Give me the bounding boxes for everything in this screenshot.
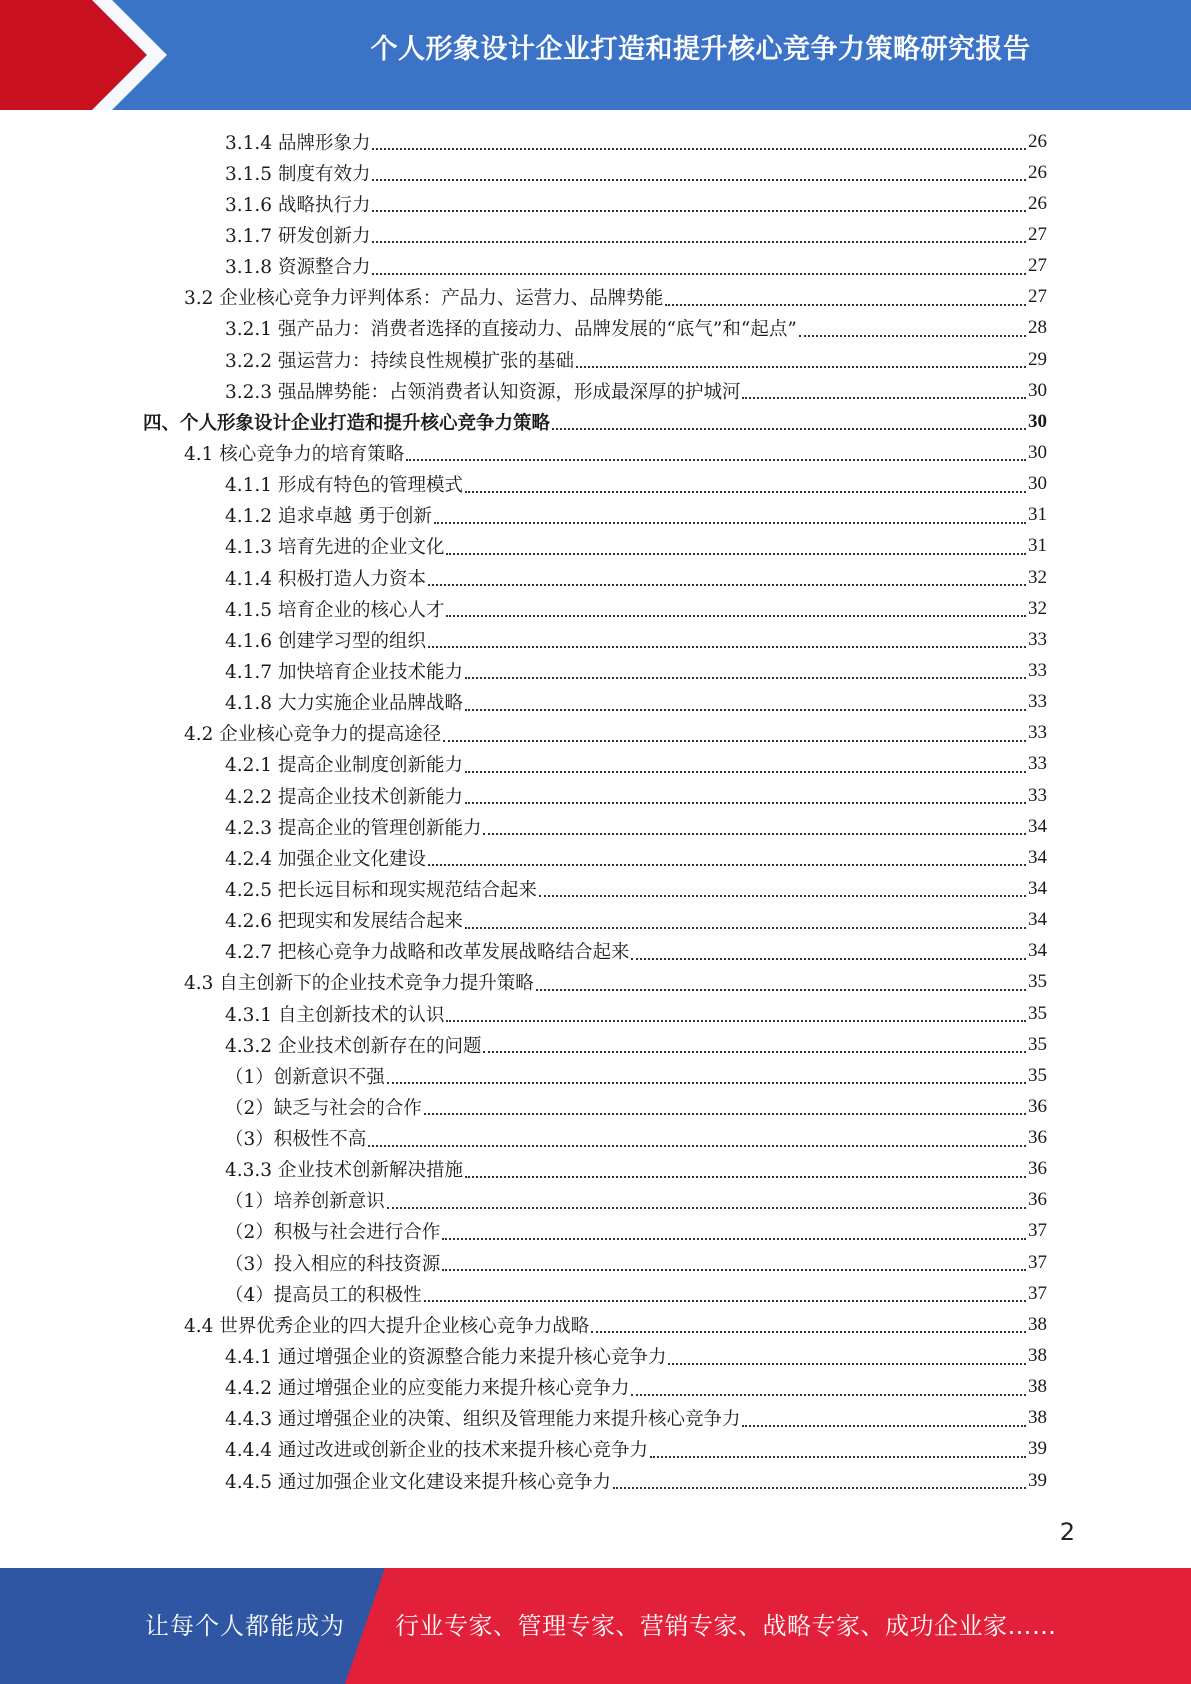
toc-entry[interactable]: [0, 1434, 1191, 1465]
toc-entry[interactable]: [0, 282, 1191, 313]
toc-dot-leader: [742, 1424, 1026, 1427]
toc-entry-page: 36: [1028, 1189, 1047, 1211]
toc-entry-label: （2）缺乏与社会的合作: [225, 1097, 422, 1119]
toc-entry-label: 3.1.6 战略执行力: [225, 194, 371, 216]
toc-entry[interactable]: [0, 531, 1191, 562]
toc-entry[interactable]: [0, 1278, 1191, 1309]
toc-entry-page: 33: [1028, 722, 1047, 744]
toc-entry-page: 33: [1028, 691, 1047, 713]
toc-entry[interactable]: [0, 188, 1191, 219]
toc-entry[interactable]: [0, 842, 1191, 873]
toc-dot-leader: [434, 521, 1026, 524]
toc-entry-page: 30: [1028, 441, 1047, 463]
toc-entry[interactable]: [0, 1060, 1191, 1091]
toc-entry[interactable]: [0, 251, 1191, 282]
toc-entry-page: 35: [1028, 1064, 1047, 1086]
toc-entry-page: 38: [1028, 1376, 1047, 1398]
toc-entry-label: 4.1.4 积极打造人力资本: [225, 568, 426, 590]
toc-entry-label: 4.1.7 加快培育企业技术能力: [225, 661, 463, 683]
toc-entry-label: 4.2.2 提高企业技术创新能力: [225, 786, 463, 808]
toc-dot-leader: [465, 676, 1026, 679]
toc-dot-leader: [442, 1237, 1026, 1240]
toc-entry[interactable]: [0, 967, 1191, 998]
toc-entry-label: 4.2.4 加强企业文化建设: [225, 848, 426, 870]
toc-entry-page: 30: [1028, 473, 1047, 495]
toc-entry[interactable]: [0, 126, 1191, 157]
toc-dot-leader: [539, 894, 1026, 897]
toc-entry-label: 4.4.4 通过改进或创新企业的技术来提升核心竞争力: [225, 1440, 648, 1462]
toc-entry-label: （1）培养创新意识: [225, 1191, 385, 1213]
toc-entry-page: 39: [1028, 1469, 1047, 1491]
report-title: 个人形象设计企业打造和提升核心竞争力策略研究报告: [370, 34, 1031, 65]
toc-entry-label: 3.1.4 品牌形象力: [225, 132, 371, 154]
toc-entry[interactable]: [0, 1403, 1191, 1434]
toc-entry-label: 4.1.6 创建学习型的组织: [225, 630, 426, 652]
toc-entry[interactable]: [0, 780, 1191, 811]
toc-entry[interactable]: [0, 593, 1191, 624]
toc-dot-leader: [668, 1362, 1026, 1365]
toc-dot-leader: [665, 303, 1026, 306]
footer-banner: [0, 1568, 1191, 1684]
toc-entry-page: 34: [1028, 877, 1047, 899]
toc-dot-leader: [465, 708, 1026, 711]
toc-entry-page: 35: [1028, 1033, 1047, 1055]
toc-entry[interactable]: [0, 375, 1191, 406]
toc-entry-label: 4.4.5 通过加强企业文化建设来提升核心竞争力: [225, 1471, 611, 1493]
toc-entry-label: 4.1.5 培育企业的核心人才: [225, 599, 445, 621]
toc-dot-leader: [428, 583, 1026, 586]
toc-entry-page: 38: [1028, 1313, 1047, 1335]
toc-dot-leader: [465, 490, 1026, 493]
toc-dot-leader: [428, 645, 1026, 648]
toc-dot-leader: [372, 147, 1026, 150]
header-banner: [0, 0, 1191, 110]
toc-dot-leader: [446, 614, 1026, 617]
toc-dot-leader: [483, 832, 1026, 835]
toc-dot-leader: [372, 178, 1026, 181]
toc-entry[interactable]: [0, 1340, 1191, 1371]
toc-dot-leader: [465, 770, 1026, 773]
toc-entry-page: 36: [1028, 1095, 1047, 1117]
toc-dot-leader: [387, 1206, 1026, 1209]
toc-entry-label: （1）创新意识不强: [225, 1066, 385, 1088]
toc-dot-leader: [406, 458, 1026, 461]
toc-entry-label: （2）积极与社会进行合作: [225, 1222, 441, 1244]
toc-entry-label: 4.1.1 形成有特色的管理模式: [225, 475, 463, 497]
toc-dot-leader: [650, 1455, 1026, 1458]
toc-entry-page: 27: [1028, 255, 1047, 277]
toc-entry-label: 3.1.8 资源整合力: [225, 257, 371, 279]
toc-entry-label: 4.2.6 把现实和发展结合起来: [225, 911, 463, 933]
toc-entry-label: 4.2.7 把核心竞争力战略和改革发展战略结合起来: [225, 942, 630, 964]
toc-entry-label: 4.1.3 培育先进的企业文化: [225, 537, 445, 559]
toc-entry-page: 26: [1028, 192, 1047, 214]
toc-entry-page: 36: [1028, 1158, 1047, 1180]
toc-entry-label: 4.2.3 提高企业的管理创新能力: [225, 817, 482, 839]
toc-entry-page: 31: [1028, 535, 1047, 557]
toc-entry-label: 4.2 企业核心竞争力的提高途径: [184, 724, 442, 746]
toc-entry-page: 28: [1028, 317, 1047, 339]
toc-entry-label: 4.4.2 通过增强企业的应变能力来提升核心竞争力: [225, 1378, 630, 1400]
toc-entry-label: 4.1 核心竞争力的培育策略: [184, 443, 405, 465]
toc-dot-leader: [372, 209, 1026, 212]
toc-entry[interactable]: [0, 1247, 1191, 1278]
toc-dot-leader: [591, 1330, 1026, 1333]
toc-dot-leader: [446, 552, 1026, 555]
toc-entry-page: 26: [1028, 161, 1047, 183]
toc-entry[interactable]: [0, 998, 1191, 1029]
toc-entry-label: 四、个人形象设计企业打造和提升核心竞争力策略: [143, 412, 551, 434]
toc-entry-page: 30: [1028, 379, 1047, 401]
toc-entry-page: 39: [1028, 1438, 1047, 1460]
toc-dot-leader: [742, 396, 1026, 399]
toc-dot-leader: [424, 1299, 1026, 1302]
toc-entry-page: 38: [1028, 1407, 1047, 1429]
toc-dot-leader: [428, 863, 1026, 866]
footer-slogan-right: 行业专家、管理专家、营销专家、战略专家、成功企业家……: [395, 1612, 1057, 1640]
toc-entry-label: （3）积极性不高: [225, 1129, 367, 1151]
toc-entry[interactable]: [0, 313, 1191, 344]
toc-entry[interactable]: [0, 936, 1191, 967]
toc-dot-leader: [465, 926, 1026, 929]
toc-entry-page: 27: [1028, 223, 1047, 245]
toc-entry-label: 4.3.3 企业技术创新解决措施: [225, 1160, 463, 1182]
toc-entry[interactable]: [0, 219, 1191, 250]
toc-entry-label: 4.3.2 企业技术创新存在的问题: [225, 1035, 482, 1057]
toc-entry-label: 4.4 世界优秀企业的四大提升企业核心竞争力战略: [184, 1315, 590, 1337]
toc-entry[interactable]: [0, 655, 1191, 686]
toc-dot-leader: [799, 334, 1026, 337]
toc-entry-label: 3.2 企业核心竞争力评判体系：产品力、运营力、品牌势能: [184, 288, 664, 310]
toc-entry-page: 33: [1028, 628, 1047, 650]
toc-entry[interactable]: [0, 157, 1191, 188]
toc-dot-leader: [442, 1268, 1026, 1271]
toc-entry-label: 3.1.7 研发创新力: [225, 225, 371, 247]
toc-entry-page: 32: [1028, 597, 1047, 619]
toc-entry-label: （3）投入相应的科技资源: [225, 1253, 441, 1275]
toc-dot-leader: [465, 801, 1026, 804]
toc-entry-page: 34: [1028, 909, 1047, 931]
toc-entry-page: 35: [1028, 1002, 1047, 1024]
toc-entry[interactable]: [0, 905, 1191, 936]
toc-entry[interactable]: [0, 1029, 1191, 1060]
toc-dot-leader: [372, 272, 1026, 275]
toc-dot-leader: [387, 1081, 1026, 1084]
toc-dot-leader: [613, 1486, 1026, 1489]
toc-entry-label: 3.2.1 强产品力：消费者选择的直接动力、品牌发展的“底气”和“起点”: [225, 319, 797, 341]
toc-entry[interactable]: [0, 624, 1191, 655]
toc-entry-page: 26: [1028, 130, 1047, 152]
toc-entry-page: 38: [1028, 1345, 1047, 1367]
page-number: 2: [1059, 1518, 1075, 1546]
toc-dot-leader: [552, 427, 1026, 430]
toc-entry-page: 27: [1028, 286, 1047, 308]
toc-entry[interactable]: [0, 469, 1191, 500]
toc-entry-label: 4.1.8 大力实施企业品牌战略: [225, 693, 463, 715]
toc-entry[interactable]: [0, 344, 1191, 375]
toc-entry[interactable]: [0, 500, 1191, 531]
toc-entry-label: 3.2.2 强运营力：持续良性规模扩张的基础: [225, 350, 574, 372]
toc-entry[interactable]: [0, 1465, 1191, 1496]
toc-dot-leader: [368, 1144, 1026, 1147]
toc-entry-label: 3.2.3 强品牌势能：占领消费者认知资源，形成最深厚的护城河: [225, 381, 741, 403]
toc-entry[interactable]: [0, 1216, 1191, 1247]
toc-entry-label: （4）提高员工的积极性: [225, 1284, 422, 1306]
toc-entry-page: 31: [1028, 504, 1047, 526]
toc-entry[interactable]: [0, 1185, 1191, 1216]
toc-entry[interactable]: [0, 1372, 1191, 1403]
toc-entry[interactable]: [0, 1154, 1191, 1185]
toc-entry-page: 33: [1028, 753, 1047, 775]
toc-entry-label: 3.1.5 制度有效力: [225, 163, 371, 185]
toc-dot-leader: [483, 1050, 1026, 1053]
toc-entry-page: 29: [1028, 348, 1047, 370]
toc-dot-leader: [631, 957, 1026, 960]
toc-entry-page: 30: [1028, 410, 1047, 432]
toc-entry-label: 4.3 自主创新下的企业技术竞争力提升策略: [184, 973, 534, 995]
toc-entry[interactable]: [0, 718, 1191, 749]
toc-entry-page: 37: [1028, 1220, 1047, 1242]
toc-dot-leader: [372, 240, 1026, 243]
toc-dot-leader: [465, 1175, 1026, 1178]
toc-entry-label: 4.4.1 通过增强企业的资源整合能力来提升核心竞争力: [225, 1347, 667, 1369]
toc-entry-label: 4.2.5 把长远目标和现实规范结合起来: [225, 879, 537, 901]
toc-entry-label: 4.2.1 提高企业制度创新能力: [225, 755, 463, 777]
toc-entry[interactable]: [0, 406, 1191, 437]
toc-entry-page: 37: [1028, 1282, 1047, 1304]
toc-entry-page: 33: [1028, 659, 1047, 681]
toc-dot-leader: [446, 1019, 1026, 1022]
toc-dot-leader: [631, 1393, 1026, 1396]
toc-entry-page: 34: [1028, 940, 1047, 962]
toc-entry-page: 35: [1028, 971, 1047, 993]
toc-entry-label: 4.1.2 追求卓越 勇于创新: [225, 506, 432, 528]
table-of-contents: [0, 126, 1191, 1496]
toc-entry[interactable]: [0, 811, 1191, 842]
toc-entry[interactable]: [0, 873, 1191, 904]
toc-entry[interactable]: [0, 1309, 1191, 1340]
footer-slogan-left: 让每个人都能成为: [145, 1612, 345, 1640]
toc-dot-leader: [576, 365, 1026, 368]
toc-entry-page: 36: [1028, 1127, 1047, 1149]
toc-entry[interactable]: [0, 687, 1191, 718]
toc-entry-page: 37: [1028, 1251, 1047, 1273]
toc-entry-label: 4.3.1 自主创新技术的认识: [225, 1004, 445, 1026]
toc-entry[interactable]: [0, 437, 1191, 468]
toc-entry[interactable]: [0, 1123, 1191, 1154]
toc-entry[interactable]: [0, 749, 1191, 780]
toc-dot-leader: [443, 739, 1026, 742]
toc-entry-page: 34: [1028, 846, 1047, 868]
toc-entry-page: 34: [1028, 815, 1047, 837]
toc-entry[interactable]: [0, 562, 1191, 593]
toc-dot-leader: [536, 988, 1026, 991]
toc-dot-leader: [424, 1112, 1026, 1115]
toc-entry-page: 33: [1028, 784, 1047, 806]
toc-entry[interactable]: [0, 1091, 1191, 1122]
toc-entry-label: 4.4.3 通过增强企业的决策、组织及管理能力来提升核心竞争力: [225, 1409, 741, 1431]
toc-entry-page: 32: [1028, 566, 1047, 588]
